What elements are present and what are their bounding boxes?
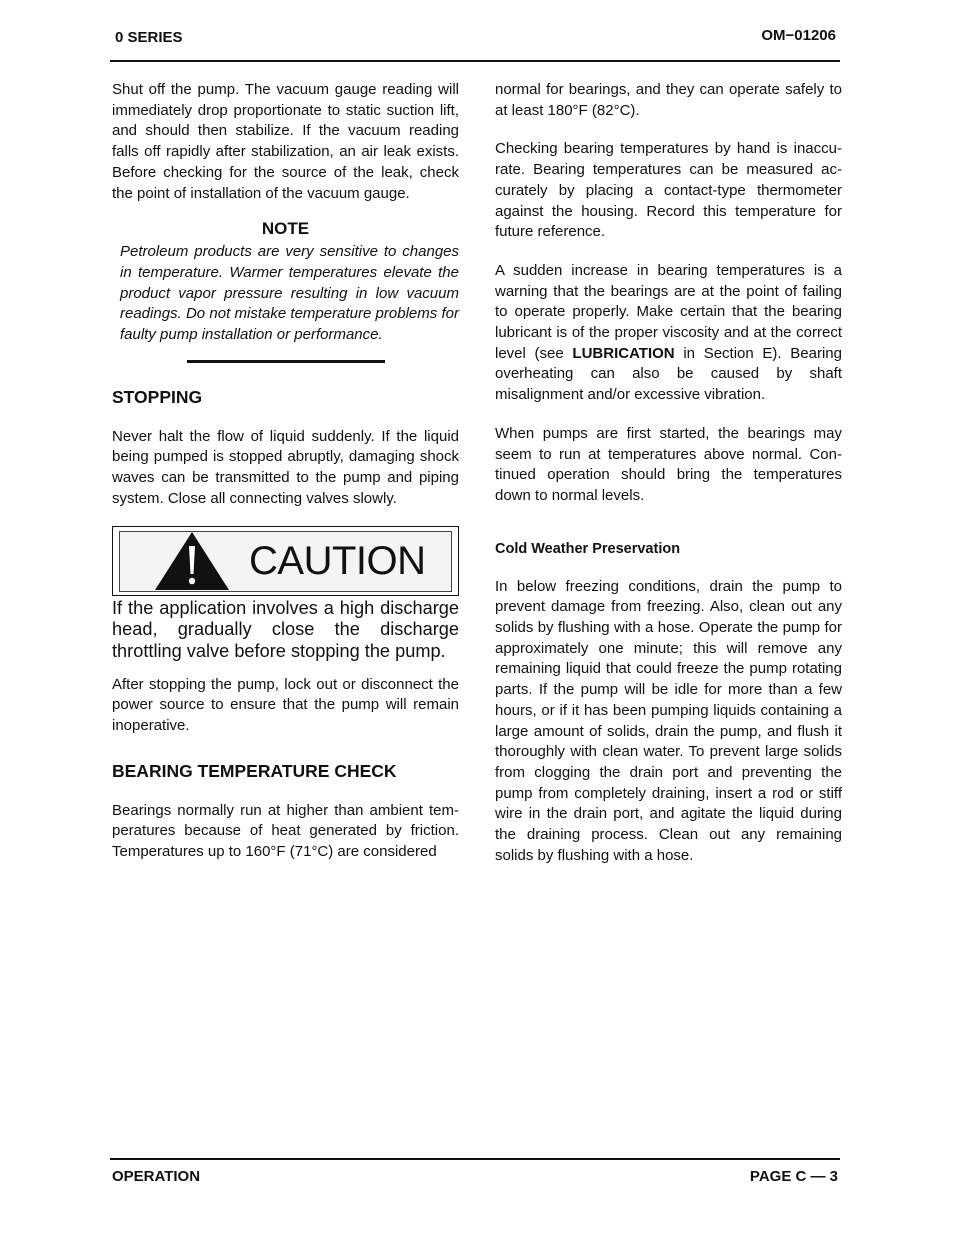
left-column — [112, 80, 459, 863]
bearing-temperature-heading: BEARING TEMPERATURE CHECK — [112, 760, 397, 781]
cold-weather-heading: Cold Weather Preservation — [495, 540, 681, 557]
bearing-temperature-paragraph: Bearings normally run at higher than ambient temperatures because of heat generated by friction. Temperatures up to 160°F (71°C) are considered — [112, 801, 459, 861]
stopping-heading: STOPPING — [112, 386, 203, 407]
stopping-paragraph: Never halt the flow of liquid suddenly. If the liquid being pumped is stopped abruptly, damaging shock waves can be transmitted to the pump and piping system. Close all connecting valves slowly. — [112, 427, 459, 507]
cold-weather-paragraph: In below freezing conditions, drain the pump to prevent damage from freezing. Also, clean out any solids by flushing with a hose. Operate the pump for approximately one minute; this will remove any remaining liquid that could freeze the pump rotating parts. If the pump will be idle for more than a few hours, or if it has been pumping liquids containing a large amount of solids, drain the pump, and flush it thoroughly with clean water. To prevent large solids from clogging the drain port and preventing the pump from completely draining, insert a rod or stiff wire in the drain port, and agitate the liquid during the draining process. Clean out any remaining solids by flushing with a hose. — [495, 577, 842, 864]
bearing-temperature-continued: normal for bearings, and they can operate safely to at least 180°F (82°C). — [495, 81, 842, 119]
sudden-increase-text-start: A sudden increase in bearing temperatures is a warning that the bearings are at the point of failing to operate properly. Make certain that the bearing lubricant is of the proper viscosity and at the correct level (see — [495, 261, 842, 362]
warning-triangle-icon — [153, 530, 231, 592]
sudden-increase-paragraph — [495, 261, 842, 406]
page-header — [110, 26, 840, 62]
note-title: NOTE — [261, 219, 310, 239]
lockout-paragraph: After stopping the pump, lock out or disconnect the power source to ensure that the pump will remain inoperative. — [112, 675, 459, 735]
caution-banner — [112, 526, 459, 596]
lubrication-reference: LUBRICATION — [572, 344, 675, 362]
vacuum-gauge-paragraph: Shut off the pump. The vacuum gauge reading will immediately drop proportionate to static suction lift, and should then stabilize. If the vacuum reading falls off rapidly after stabilization, an air leak exists. Before checking for the source of the leak, check the point of installation of the vacuum gauge. — [112, 81, 459, 202]
first-started-paragraph: When pumps are first started, the bearings may seem to run at temperatures above normal. Continued operation should bring the temperatures down to normal levels. — [495, 424, 842, 504]
page-number: PAGE C — 3 — [749, 1168, 838, 1185]
section-label: OPERATION — [112, 1168, 201, 1185]
sudden-increase-text-end: in Section E). Bearing overheating can also be caused by shaft misalignment and/or excessive vibration. — [495, 344, 842, 404]
series-label: 0 SERIES — [115, 29, 183, 46]
caution-message: If the application involves a high discharge head, gradually close the discharge throttling valve before stopping the pump. — [112, 597, 459, 661]
note-body: Petroleum products are very sensitive to changes in temperature. Warmer temperatures elevate the product vapor pressure resulting in low vacuum readings. Do not mistake temperature problems for faulty pump installation or performance. — [120, 243, 459, 344]
note-divider — [187, 360, 385, 363]
document-number: OM−01206 — [761, 27, 836, 44]
page-footer — [110, 1158, 840, 1190]
caution-label: CAUTION — [249, 538, 426, 583]
right-column — [495, 80, 842, 867]
checking-temperature-paragraph: Checking bearing temperatures by hand is inaccurate. Bearing temperatures can be measured accurately by placing a contact-type thermometer against the housing. Record this temperature for future reference. — [495, 140, 842, 241]
